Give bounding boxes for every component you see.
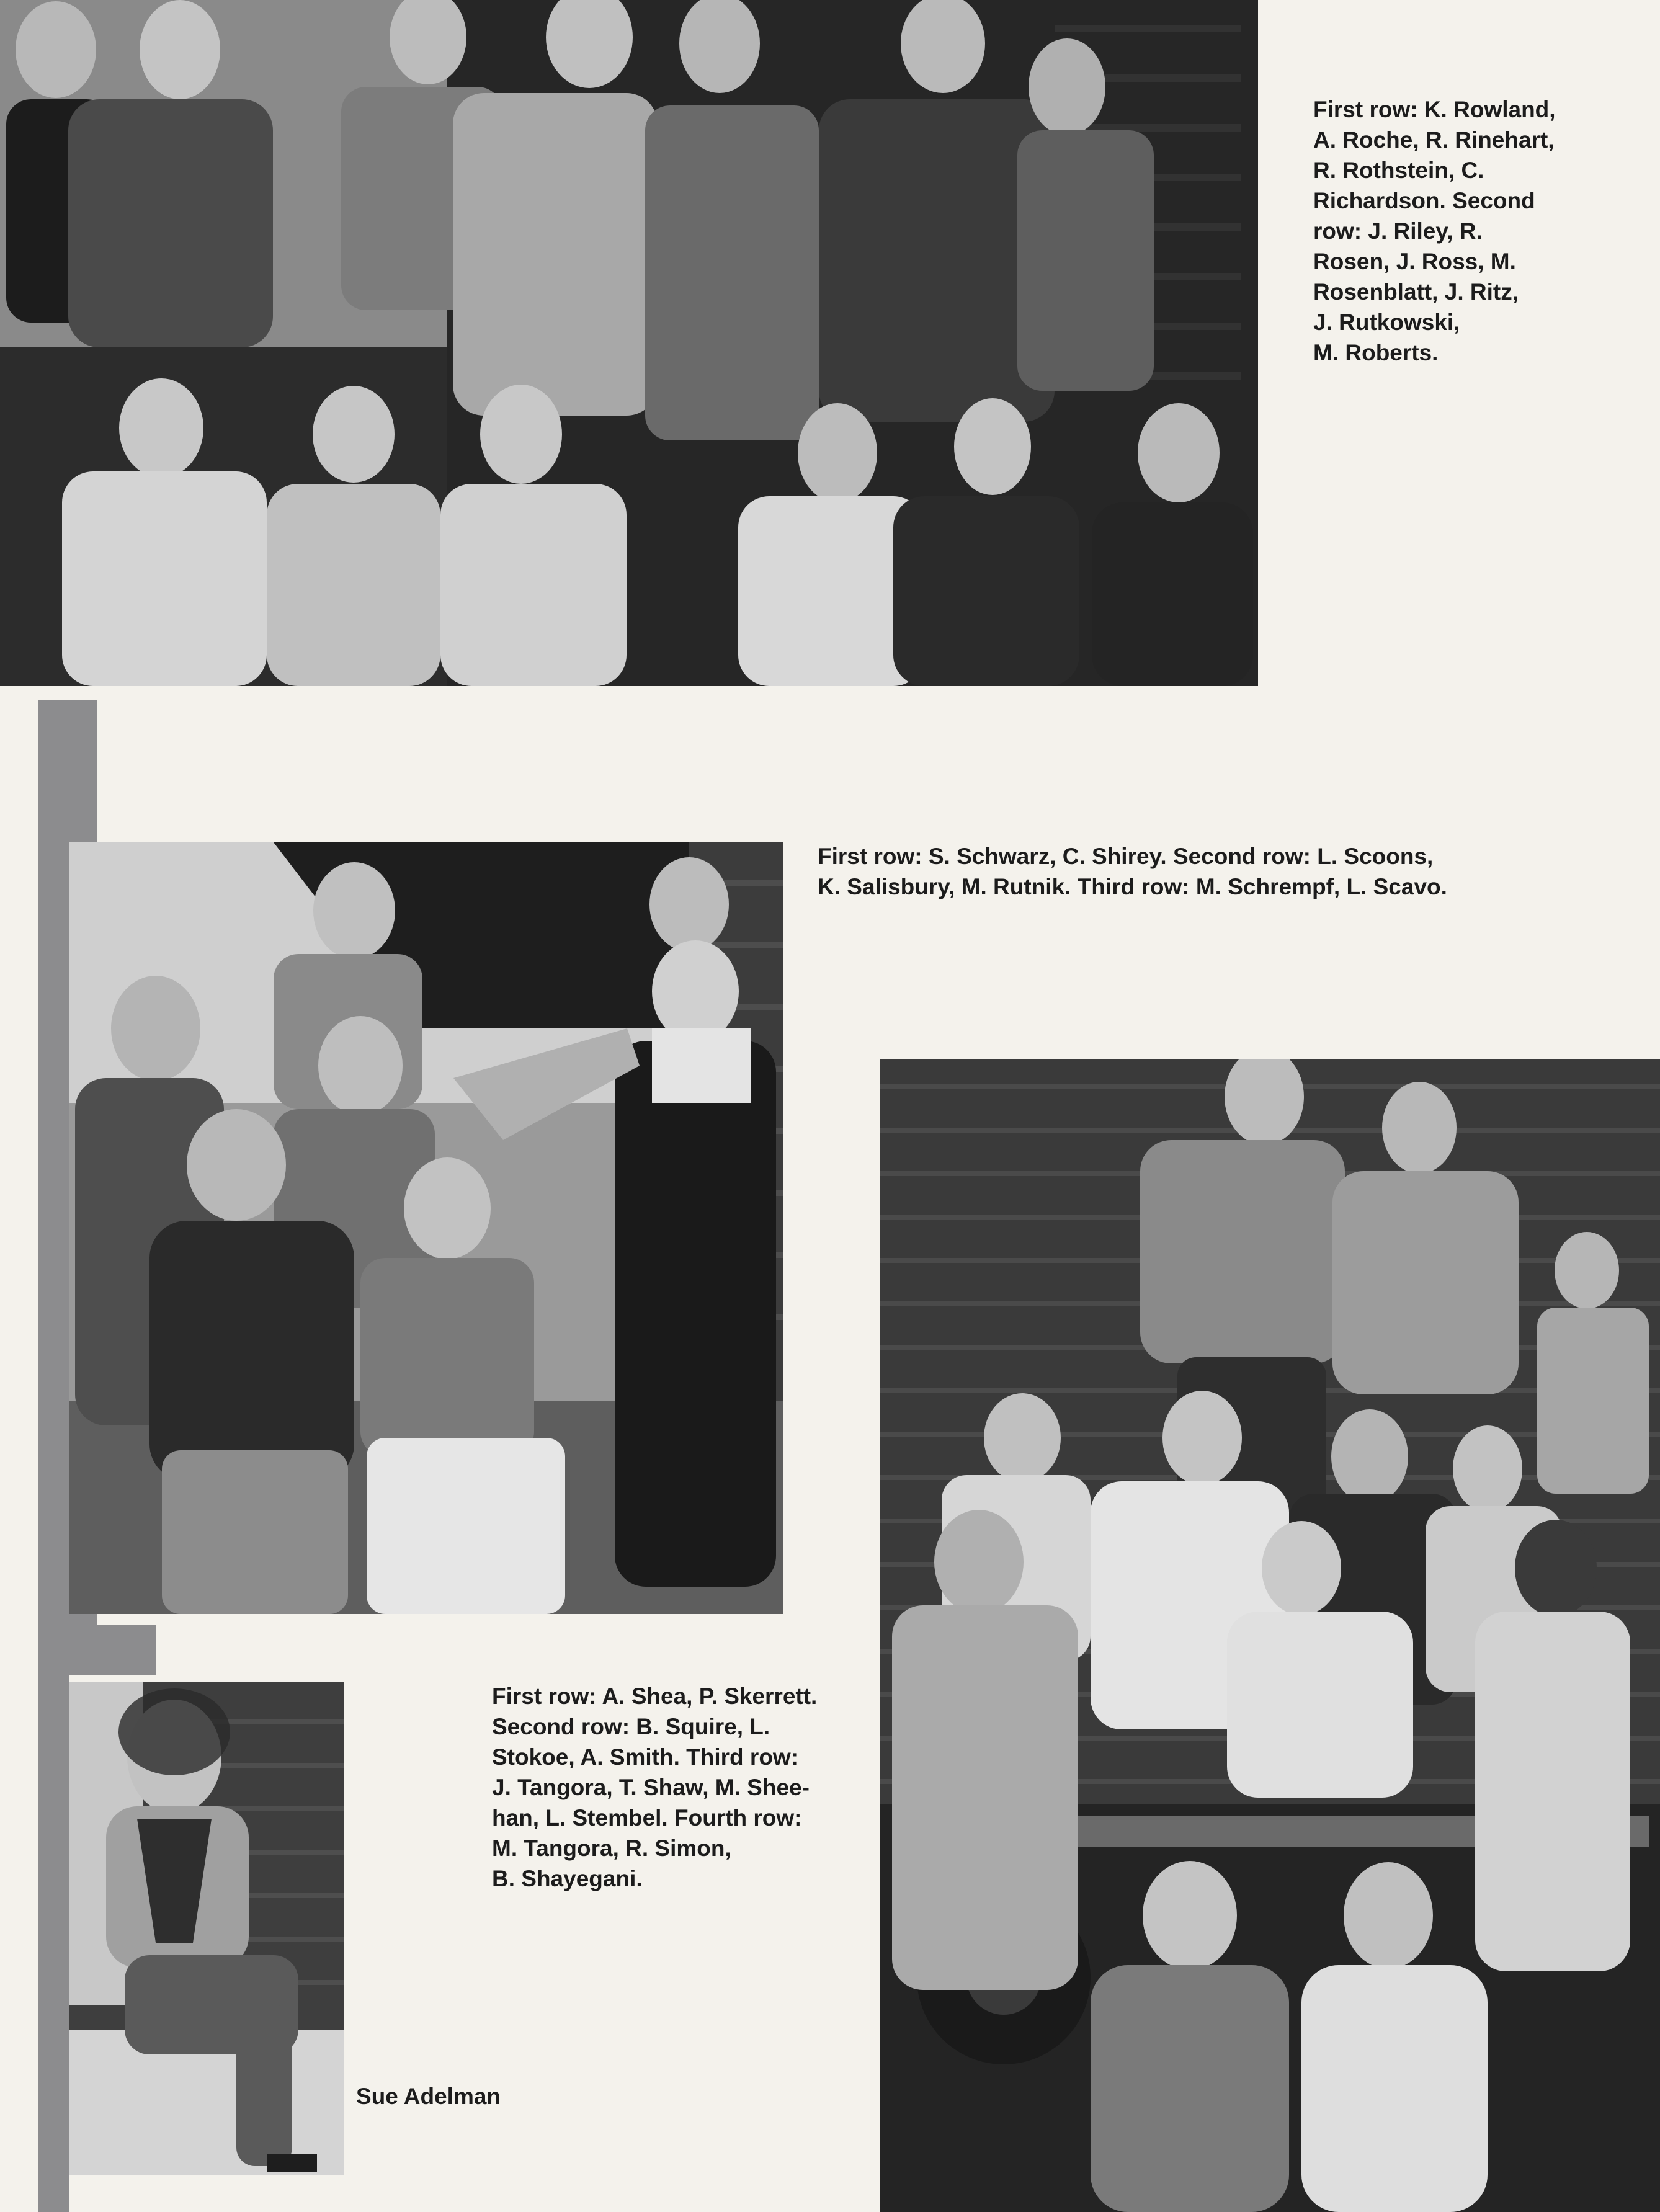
caption-line: Richardson. Second [1313, 188, 1535, 213]
caption-line: han, L. Stembel. Fourth row: [492, 1805, 802, 1831]
group-photo-2-image [69, 842, 783, 1614]
caption-line: Rosenblatt, J. Ritz, [1313, 279, 1519, 305]
accent-bar-bracket [38, 1625, 156, 1675]
group-photo-1 [0, 0, 1258, 686]
caption-line: M. Roberts. [1313, 340, 1439, 365]
group-photo-2 [69, 842, 783, 1614]
caption-line: First row: S. Schwarz, C. Shirey. Second row: L. Scoons, [818, 844, 1434, 869]
caption-line: Rosen, J. Ross, M. [1313, 249, 1516, 274]
portrait-name: Sue Adelman [356, 2084, 501, 2109]
caption-line: A. Roche, R. Rinehart, [1313, 127, 1555, 153]
group-photo-1-image [0, 0, 1258, 686]
caption-line: B. Shayegani. [492, 1866, 643, 1891]
caption-group-1 [1313, 94, 1648, 368]
caption-group-3 [492, 1681, 864, 1894]
caption-line: Second row: B. Squire, L. [492, 1714, 770, 1739]
caption-line: First row: K. Rowland, [1313, 97, 1556, 122]
accent-bar-bottom [38, 1625, 69, 2212]
caption-line: M. Tangora, R. Simon, [492, 1835, 731, 1861]
caption-line: J. Tangora, T. Shaw, M. Shee- [492, 1775, 810, 1800]
group-photo-3 [880, 1059, 1660, 2212]
caption-portrait [356, 2081, 542, 2112]
caption-line: K. Salisbury, M. Rutnik. Third row: M. Schrempf, L. Scavo. [818, 874, 1447, 899]
caption-line: J. Rutkowski, [1313, 310, 1460, 335]
caption-line: Stokoe, A. Smith. Third row: [492, 1744, 799, 1770]
caption-group-2 [818, 841, 1562, 902]
portrait-photo-image [69, 1682, 344, 2175]
portrait-photo [69, 1682, 344, 2175]
group-photo-3-image [880, 1059, 1660, 2212]
caption-line: First row: A. Shea, P. Skerrett. [492, 1684, 818, 1709]
caption-line: row: J. Riley, R. [1313, 218, 1483, 244]
caption-line: R. Rothstein, C. [1313, 158, 1484, 183]
